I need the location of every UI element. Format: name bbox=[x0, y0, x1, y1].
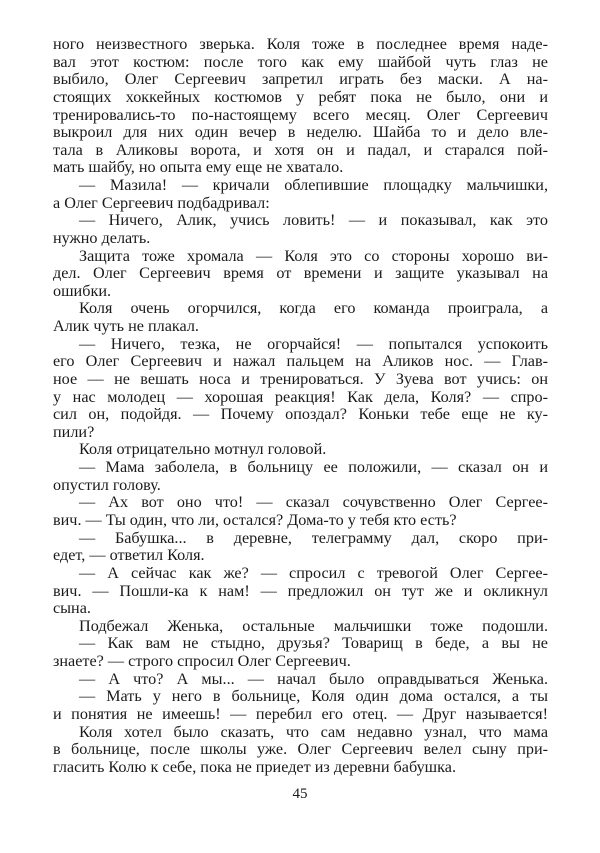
text-line: в больнице, после школы уже. Олег Сергеевич велел сыну при- bbox=[53, 740, 548, 759]
text-line: вал этот костюм: после того как ему шайбой чуть глаз не bbox=[53, 52, 548, 71]
text-line: ное — не вешать носа и тренироваться. У Зуева вот учись: он bbox=[53, 369, 548, 388]
text-line: — Ах вот оно что! — сказал сочувственно Олег Сергее- bbox=[79, 493, 548, 512]
text-line: у нас молодец — хорошая реакция! Как дела, Коля? — спро- bbox=[53, 387, 548, 406]
text-line: дел. Олег Сергеевич время от времени и защите указывал на bbox=[53, 264, 548, 283]
text-line: Подбежал Женька, остальные мальчишки тоже подошли. bbox=[79, 616, 548, 635]
text-line: Коля очень огорчился, когда его команда проиграла, а bbox=[79, 299, 548, 318]
text-line: а Олег Сергеевич подбадривал: bbox=[53, 193, 270, 212]
text-line: Коля хотел было сказать, что сам недавно узнал, что мама bbox=[79, 722, 548, 741]
text-line: его Олег Сергеевич и нажал пальцем на Аликов нос. — Глав- bbox=[53, 352, 548, 371]
text-line: — Мазила! — кричали облепившие площадку мальчишки, bbox=[79, 176, 548, 195]
text-line: сына. bbox=[53, 599, 91, 618]
text-line: — Мама заболела, в больницу ее положили, — сказал он и bbox=[79, 458, 548, 477]
text-line: знаете? — строго спросил Олег Сергеевич. bbox=[53, 652, 351, 671]
text-line: вич. — Пошли-ка к нам! — предложил он тут же и окликнул bbox=[53, 581, 548, 600]
text-line: стоящих хоккейных костюмов у ребят пока не было, они и bbox=[53, 87, 548, 106]
text-line: выкроил для них один вечер в неделю. Шайба то и дело вле- bbox=[53, 123, 548, 142]
text-line: и понятия не имеешь! — перебил его отец. — Друг называется! bbox=[53, 704, 548, 723]
text-line: вич. — Ты один, что ли, остался? Дома-то у тебя кто есть? bbox=[53, 511, 457, 529]
text-line: мать шайбу, но опыта ему еще не хватало. bbox=[53, 158, 344, 177]
text-line: — Бабушка... в деревне, телеграмму дал, скоро при- bbox=[79, 528, 548, 547]
text-line: Алик чуть не плакал. bbox=[53, 317, 199, 336]
text-line: выбило, Олег Сергеевич запретил играть без маски. А на- bbox=[53, 70, 548, 89]
text-line: пили? bbox=[53, 422, 95, 441]
text-line: ошибки. bbox=[53, 281, 112, 300]
text-line: гласить Колю к себе, пока не приедет из деревни бабушка. bbox=[53, 757, 457, 776]
text-line: — Ничего, Алик, учись ловить! — и показывал, как это bbox=[79, 211, 548, 230]
text-line: тренировались-то по-настоящему всего месяц. Олег Сергеевич bbox=[53, 105, 548, 124]
text-line: Защита тоже хромала — Коля это со стороны хорошо ви- bbox=[79, 246, 548, 265]
text-line: Коля отрицательно мотнул головой. bbox=[79, 440, 327, 459]
text-line: — А что? А мы... — начал было оправдываться Женька. bbox=[79, 669, 548, 688]
text-line: едет, — ответил Коля. bbox=[53, 546, 205, 565]
page-number: 45 bbox=[292, 786, 308, 802]
text-line: — Ничего, тезка, не огорчайся! — попытался успокоить bbox=[79, 334, 548, 353]
text-line: — А сейчас как же? — спросил с тревогой Олег Сергее- bbox=[79, 563, 548, 582]
text-line: тала в Аликовы ворота, и хотя он и падал, и старался пой- bbox=[53, 140, 548, 159]
text-line: нужно делать. bbox=[53, 228, 151, 247]
text-line: опустил голову. bbox=[53, 475, 161, 494]
text-line: сил он, подойдя. — Почему опоздал? Коньки тебе еще не ку- bbox=[53, 405, 548, 424]
text-line: ного неизвестного зверька. Коля тоже в последнее время наде- bbox=[53, 35, 548, 53]
text-line: — Мать у него в больнице, Коля один дома остался, а ты bbox=[79, 687, 548, 706]
text-line: — Как вам не стыдно, друзья? Товарищ в беде, а вы не bbox=[79, 634, 548, 653]
